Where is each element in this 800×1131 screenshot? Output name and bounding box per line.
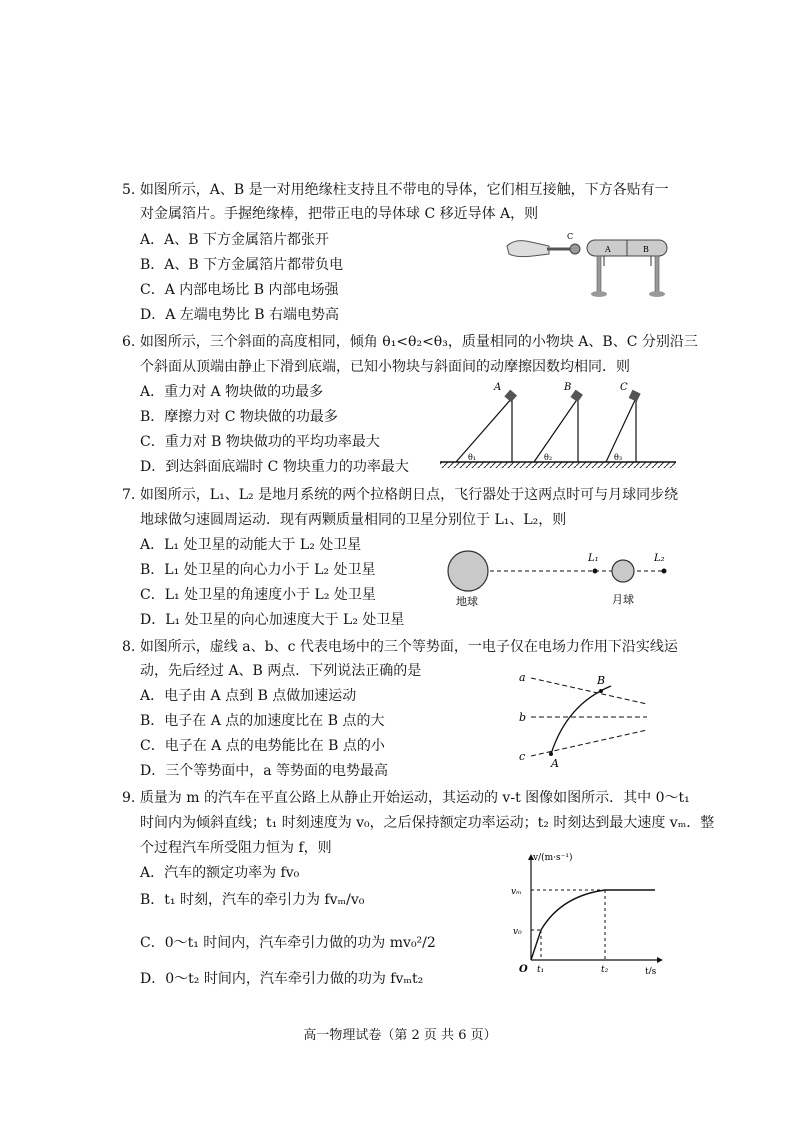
incline-1 <box>456 398 512 462</box>
point-b-dot <box>599 689 603 693</box>
question-number: 6. <box>122 334 136 350</box>
label-b: B <box>643 245 649 254</box>
label-theta-2: θ₂ <box>544 453 553 462</box>
stem-line-1: 如图所示，虚线 a、b、c 代表电场中的三个等势面，一电子仅在电场力作用下沿实线运 <box>139 639 678 655</box>
option-c: C．0～t₁ 时间内，汽车牵引力做的功为 mv₀²/2 <box>140 935 436 951</box>
stem-line-1: 质量为 m 的汽车在平直公路上从静止开始运动，其运动的 v-t 图像如图所示．其中 0～t₁ <box>139 790 690 806</box>
option-d: D．L₁ 处卫星的向心加速度大于 L₂ 处卫星 <box>140 612 405 628</box>
stem-line-1: 如图所示，A、B 是一对用绝缘柱支持且不带电的导体，它们相互接触，下方各贴有一 <box>139 182 669 198</box>
option-b: B．t₁ 时刻，汽车的牵引力为 fvₘ/v₀ <box>140 892 365 908</box>
stem-line-1: 如图所示，三个斜面的高度相同，倾角 θ₁<θ₂<θ₃，质量相同的小物块 A、B、C 分别沿三 <box>139 334 698 350</box>
stem-line-2: 时间内为倾斜直线；t₁ 时刻速度为 v₀，之后保持额定功率运动；t₂ 时刻达到最大速度 vₘ．整 <box>140 815 715 831</box>
stem-line-2: 动，先后经过 A、B 两点．下列说法正确的是 <box>140 663 422 679</box>
l1-point <box>593 569 598 574</box>
question-number: 8. <box>122 639 136 655</box>
question-5-stem <box>122 179 669 202</box>
v0-label: v₀ <box>513 927 522 937</box>
base-left <box>591 291 607 297</box>
point-a-dot <box>549 752 553 756</box>
label-block-b: B <box>564 382 572 393</box>
block-b <box>570 390 583 403</box>
option-a: A．电子由 A 点到 B 点做加速运动 <box>140 688 357 704</box>
option-c: C．重力对 B 物块做功的平均功率最大 <box>140 434 380 450</box>
question-number: 5. <box>122 182 136 198</box>
option-c: C．L₁ 处卫星的角速度小于 L₂ 处卫星 <box>140 587 376 603</box>
option-a: A．A、B 下方金属箔片都张开 <box>140 232 329 248</box>
xlabel: t/s <box>645 967 657 974</box>
option-b: B．电子在 A 点的加速度比在 B 点的大 <box>140 713 385 729</box>
label-moon: 月球 <box>612 593 634 606</box>
question-9-stem <box>122 787 690 810</box>
stand-right <box>655 256 659 292</box>
block-c <box>629 390 641 402</box>
surface-c <box>531 730 647 756</box>
label-c: C <box>567 232 574 241</box>
option-c: C．A 内部电场比 B 内部电场强 <box>140 282 339 298</box>
question-number: 7. <box>122 487 136 503</box>
l2-point <box>662 569 667 574</box>
label-a: a <box>519 671 526 684</box>
label-a: A <box>605 245 611 254</box>
option-b: B．摩擦力对 C 物块做的功最多 <box>140 409 338 425</box>
ground-hatch <box>440 462 676 468</box>
option-a: A．汽车的额定功率为 fv₀ <box>140 865 300 881</box>
question-7-stem <box>122 484 678 507</box>
inclines-figure <box>438 376 678 476</box>
incline-2 <box>534 398 578 462</box>
stem-line-2: 地球做匀速圆周运动．现有两颗质量相同的卫星分别位于 L₁、L₂，则 <box>140 512 567 528</box>
label-b: b <box>519 711 527 724</box>
stem-line-1: 如图所示，L₁、L₂ 是地月系统的两个拉格朗日点，飞行器处于这两点时可与月球同步绕 <box>139 487 679 503</box>
option-d: D．到达斜面底端时 C 物块重力的功率最大 <box>140 459 409 475</box>
option-d: D．三个等势面中，a 等势面的电势最高 <box>140 763 389 779</box>
ylabel: v/(m·s⁻¹) <box>533 853 573 863</box>
base-right <box>649 291 665 297</box>
page-footer: 高一物理试卷（第 2 页 共 6 页） <box>303 1028 497 1043</box>
question-8-stem <box>122 636 678 659</box>
lagrange-figure <box>440 545 680 607</box>
moon-circle <box>612 560 634 582</box>
question-6-stem <box>122 331 698 354</box>
t2-label: t₂ <box>601 965 609 974</box>
label-theta-3: θ₃ <box>614 453 623 462</box>
label-block-c: C <box>620 382 628 393</box>
label-l1: L₁ <box>588 553 599 564</box>
option-c: C．电子在 A 点的电势能比在 B 点的小 <box>140 738 385 754</box>
vt-graph <box>505 848 665 974</box>
origin-label: O <box>519 964 528 974</box>
label-earth: 地球 <box>456 595 478 607</box>
option-b: B．L₁ 处卫星的向心力小于 L₂ 处卫星 <box>140 562 376 578</box>
label-c: c <box>519 750 526 763</box>
vm-label: vₘ <box>511 887 522 897</box>
stand-left <box>597 256 601 292</box>
label-block-a: A <box>494 382 502 393</box>
earth-circle <box>448 551 488 591</box>
vt-curve <box>531 890 655 960</box>
equipotential-figure <box>515 664 655 768</box>
surface-a <box>531 678 647 704</box>
conductor-figure <box>505 228 675 300</box>
label-point-a: A <box>551 757 559 768</box>
question-number: 9. <box>122 790 136 806</box>
label-l2: L₂ <box>654 553 665 564</box>
option-d: D．A 左端电势比 B 右端电势高 <box>140 307 339 323</box>
option-b: B．A、B 下方金属箔片都带负电 <box>140 257 344 273</box>
label-point-b: B <box>597 674 606 687</box>
stem-line-2: 对金属箔片。手握绝缘棒，把带正电的导体球 C 移近导体 A，则 <box>140 206 539 222</box>
sphere-c <box>570 244 580 254</box>
hand-icon <box>507 241 549 257</box>
t-axis-arrow <box>657 957 663 963</box>
t1-label: t₁ <box>537 965 545 974</box>
label-theta-1: θ₁ <box>468 453 477 462</box>
option-a: A．L₁ 处卫星的动能大于 L₂ 处卫星 <box>140 537 362 553</box>
block-a <box>504 390 517 403</box>
stem-line-2: 个斜面从顶端由静止下滑到底端，已知小物块与斜面间的动摩擦因数均相同．则 <box>140 359 630 375</box>
stem-line-3: 个过程汽车所受阻力恒为 f，则 <box>140 840 332 856</box>
option-a: A．重力对 A 物块做的功最多 <box>140 384 324 400</box>
electron-path <box>551 686 611 754</box>
option-d: D．0～t₂ 时间内，汽车牵引力做的功为 fvₘt₂ <box>140 971 424 987</box>
